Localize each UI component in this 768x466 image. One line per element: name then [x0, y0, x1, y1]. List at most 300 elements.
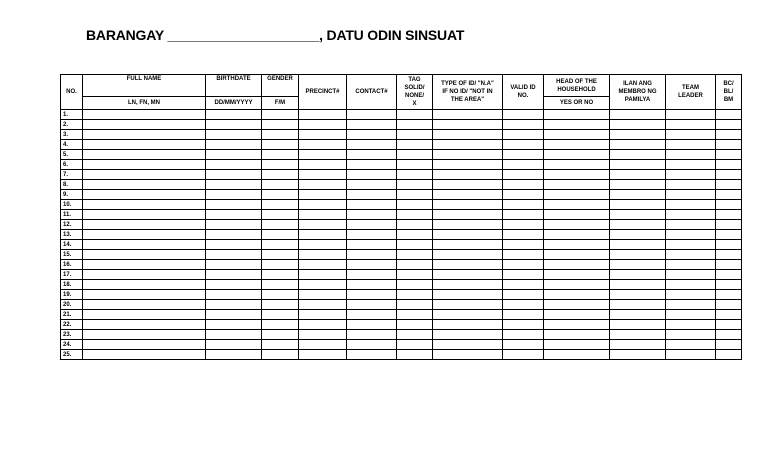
entry-cell[interactable] [610, 110, 666, 120]
entry-cell[interactable] [433, 140, 503, 150]
entry-cell[interactable] [347, 200, 397, 210]
entry-cell[interactable] [206, 280, 262, 290]
entry-cell[interactable] [716, 230, 742, 240]
entry-cell[interactable] [347, 330, 397, 340]
entry-cell[interactable] [299, 130, 347, 140]
entry-cell[interactable] [666, 170, 716, 180]
entry-cell[interactable] [666, 160, 716, 170]
entry-cell[interactable] [299, 160, 347, 170]
entry-cell[interactable] [299, 180, 347, 190]
entry-cell[interactable] [503, 300, 544, 310]
entry-cell[interactable] [347, 270, 397, 280]
entry-cell[interactable] [503, 260, 544, 270]
entry-cell[interactable] [299, 330, 347, 340]
entry-cell[interactable] [716, 290, 742, 300]
entry-cell[interactable] [544, 290, 610, 300]
entry-cell[interactable] [610, 170, 666, 180]
entry-cell[interactable] [299, 270, 347, 280]
entry-cell[interactable] [347, 240, 397, 250]
entry-cell[interactable] [716, 350, 742, 360]
entry-cell[interactable] [544, 230, 610, 240]
entry-cell[interactable] [433, 220, 503, 230]
entry-cell[interactable] [666, 330, 716, 340]
entry-cell[interactable] [83, 280, 206, 290]
entry-cell[interactable] [433, 180, 503, 190]
entry-cell[interactable] [397, 140, 433, 150]
entry-cell[interactable] [397, 170, 433, 180]
entry-cell[interactable] [83, 160, 206, 170]
entry-cell[interactable] [206, 230, 262, 240]
entry-cell[interactable] [83, 290, 206, 300]
entry-cell[interactable] [206, 210, 262, 220]
entry-cell[interactable] [716, 260, 742, 270]
entry-cell[interactable] [299, 110, 347, 120]
entry-cell[interactable] [610, 160, 666, 170]
entry-cell[interactable] [544, 220, 610, 230]
entry-cell[interactable] [544, 340, 610, 350]
entry-cell[interactable] [262, 170, 299, 180]
entry-cell[interactable] [544, 190, 610, 200]
entry-cell[interactable] [397, 310, 433, 320]
entry-cell[interactable] [397, 120, 433, 130]
entry-cell[interactable] [299, 340, 347, 350]
entry-cell[interactable] [503, 210, 544, 220]
entry-cell[interactable] [433, 330, 503, 340]
entry-cell[interactable] [666, 180, 716, 190]
entry-cell[interactable] [397, 110, 433, 120]
entry-cell[interactable] [716, 280, 742, 290]
entry-cell[interactable] [397, 160, 433, 170]
entry-cell[interactable] [544, 320, 610, 330]
entry-cell[interactable] [206, 120, 262, 130]
entry-cell[interactable] [299, 300, 347, 310]
entry-cell[interactable] [206, 160, 262, 170]
entry-cell[interactable] [397, 340, 433, 350]
entry-cell[interactable] [83, 270, 206, 280]
entry-cell[interactable] [716, 180, 742, 190]
entry-cell[interactable] [666, 280, 716, 290]
entry-cell[interactable] [299, 140, 347, 150]
entry-cell[interactable] [83, 250, 206, 260]
entry-cell[interactable] [83, 120, 206, 130]
entry-cell[interactable] [347, 340, 397, 350]
entry-cell[interactable] [83, 220, 206, 230]
entry-cell[interactable] [666, 340, 716, 350]
entry-cell[interactable] [544, 260, 610, 270]
entry-cell[interactable] [433, 110, 503, 120]
entry-cell[interactable] [610, 260, 666, 270]
entry-cell[interactable] [433, 160, 503, 170]
entry-cell[interactable] [666, 140, 716, 150]
entry-cell[interactable] [433, 190, 503, 200]
entry-cell[interactable] [666, 260, 716, 270]
entry-cell[interactable] [610, 210, 666, 220]
entry-cell[interactable] [433, 120, 503, 130]
entry-cell[interactable] [666, 300, 716, 310]
entry-cell[interactable] [716, 320, 742, 330]
entry-cell[interactable] [262, 330, 299, 340]
entry-cell[interactable] [433, 270, 503, 280]
entry-cell[interactable] [666, 120, 716, 130]
entry-cell[interactable] [83, 150, 206, 160]
entry-cell[interactable] [347, 350, 397, 360]
entry-cell[interactable] [610, 300, 666, 310]
entry-cell[interactable] [299, 170, 347, 180]
entry-cell[interactable] [397, 230, 433, 240]
entry-cell[interactable] [262, 350, 299, 360]
entry-cell[interactable] [299, 290, 347, 300]
entry-cell[interactable] [83, 180, 206, 190]
entry-cell[interactable] [666, 200, 716, 210]
entry-cell[interactable] [347, 220, 397, 230]
entry-cell[interactable] [610, 310, 666, 320]
entry-cell[interactable] [206, 350, 262, 360]
entry-cell[interactable] [347, 260, 397, 270]
entry-cell[interactable] [544, 270, 610, 280]
entry-cell[interactable] [347, 130, 397, 140]
entry-cell[interactable] [610, 340, 666, 350]
entry-cell[interactable] [262, 250, 299, 260]
entry-cell[interactable] [262, 270, 299, 280]
entry-cell[interactable] [397, 290, 433, 300]
entry-cell[interactable] [503, 200, 544, 210]
entry-cell[interactable] [347, 120, 397, 130]
entry-cell[interactable] [610, 190, 666, 200]
entry-cell[interactable] [397, 200, 433, 210]
entry-cell[interactable] [666, 190, 716, 200]
entry-cell[interactable] [503, 290, 544, 300]
entry-cell[interactable] [299, 280, 347, 290]
entry-cell[interactable] [433, 280, 503, 290]
entry-cell[interactable] [347, 210, 397, 220]
entry-cell[interactable] [716, 220, 742, 230]
entry-cell[interactable] [716, 170, 742, 180]
entry-cell[interactable] [206, 150, 262, 160]
entry-cell[interactable] [503, 190, 544, 200]
entry-cell[interactable] [503, 130, 544, 140]
entry-cell[interactable] [503, 240, 544, 250]
entry-cell[interactable] [262, 340, 299, 350]
entry-cell[interactable] [433, 240, 503, 250]
entry-cell[interactable] [610, 230, 666, 240]
entry-cell[interactable] [299, 260, 347, 270]
entry-cell[interactable] [83, 110, 206, 120]
entry-cell[interactable] [666, 210, 716, 220]
entry-cell[interactable] [716, 330, 742, 340]
entry-cell[interactable] [503, 120, 544, 130]
entry-cell[interactable] [610, 240, 666, 250]
entry-cell[interactable] [347, 140, 397, 150]
entry-cell[interactable] [610, 180, 666, 190]
entry-cell[interactable] [397, 280, 433, 290]
entry-cell[interactable] [347, 290, 397, 300]
entry-cell[interactable] [544, 120, 610, 130]
entry-cell[interactable] [83, 170, 206, 180]
entry-cell[interactable] [503, 270, 544, 280]
entry-cell[interactable] [544, 210, 610, 220]
entry-cell[interactable] [666, 220, 716, 230]
entry-cell[interactable] [544, 150, 610, 160]
entry-cell[interactable] [666, 320, 716, 330]
entry-cell[interactable] [610, 320, 666, 330]
entry-cell[interactable] [610, 270, 666, 280]
entry-cell[interactable] [299, 230, 347, 240]
entry-cell[interactable] [716, 120, 742, 130]
entry-cell[interactable] [299, 250, 347, 260]
entry-cell[interactable] [716, 240, 742, 250]
entry-cell[interactable] [503, 250, 544, 260]
entry-cell[interactable] [299, 190, 347, 200]
entry-cell[interactable] [347, 190, 397, 200]
entry-cell[interactable] [433, 300, 503, 310]
entry-cell[interactable] [299, 150, 347, 160]
entry-cell[interactable] [206, 110, 262, 120]
entry-cell[interactable] [206, 300, 262, 310]
entry-cell[interactable] [503, 140, 544, 150]
entry-cell[interactable] [347, 230, 397, 240]
entry-cell[interactable] [610, 290, 666, 300]
entry-cell[interactable] [262, 220, 299, 230]
entry-cell[interactable] [433, 320, 503, 330]
entry-cell[interactable] [397, 300, 433, 310]
entry-cell[interactable] [83, 350, 206, 360]
entry-cell[interactable] [433, 310, 503, 320]
entry-cell[interactable] [83, 200, 206, 210]
entry-cell[interactable] [262, 310, 299, 320]
entry-cell[interactable] [262, 130, 299, 140]
entry-cell[interactable] [262, 160, 299, 170]
entry-cell[interactable] [544, 310, 610, 320]
entry-cell[interactable] [544, 300, 610, 310]
entry-cell[interactable] [206, 190, 262, 200]
entry-cell[interactable] [666, 230, 716, 240]
entry-cell[interactable] [262, 320, 299, 330]
entry-cell[interactable] [610, 150, 666, 160]
entry-cell[interactable] [544, 240, 610, 250]
entry-cell[interactable] [610, 200, 666, 210]
entry-cell[interactable] [544, 140, 610, 150]
entry-cell[interactable] [206, 140, 262, 150]
entry-cell[interactable] [666, 310, 716, 320]
entry-cell[interactable] [397, 260, 433, 270]
entry-cell[interactable] [544, 330, 610, 340]
entry-cell[interactable] [503, 350, 544, 360]
entry-cell[interactable] [397, 150, 433, 160]
entry-cell[interactable] [716, 110, 742, 120]
entry-cell[interactable] [433, 350, 503, 360]
entry-cell[interactable] [433, 250, 503, 260]
entry-cell[interactable] [666, 350, 716, 360]
entry-cell[interactable] [433, 230, 503, 240]
entry-cell[interactable] [206, 240, 262, 250]
entry-cell[interactable] [206, 260, 262, 270]
entry-cell[interactable] [262, 120, 299, 130]
entry-cell[interactable] [299, 120, 347, 130]
entry-cell[interactable] [206, 290, 262, 300]
entry-cell[interactable] [544, 280, 610, 290]
entry-cell[interactable] [666, 240, 716, 250]
entry-cell[interactable] [262, 240, 299, 250]
entry-cell[interactable] [397, 240, 433, 250]
entry-cell[interactable] [347, 170, 397, 180]
entry-cell[interactable] [610, 130, 666, 140]
entry-cell[interactable] [503, 340, 544, 350]
entry-cell[interactable] [716, 130, 742, 140]
entry-cell[interactable] [666, 150, 716, 160]
entry-cell[interactable] [347, 250, 397, 260]
entry-cell[interactable] [299, 210, 347, 220]
entry-cell[interactable] [299, 220, 347, 230]
entry-cell[interactable] [347, 300, 397, 310]
entry-cell[interactable] [544, 130, 610, 140]
entry-cell[interactable] [262, 260, 299, 270]
entry-cell[interactable] [610, 120, 666, 130]
entry-cell[interactable] [503, 280, 544, 290]
entry-cell[interactable] [503, 170, 544, 180]
entry-cell[interactable] [716, 150, 742, 160]
entry-cell[interactable] [716, 160, 742, 170]
entry-cell[interactable] [503, 220, 544, 230]
entry-cell[interactable] [397, 210, 433, 220]
entry-cell[interactable] [433, 170, 503, 180]
entry-cell[interactable] [347, 280, 397, 290]
entry-cell[interactable] [666, 250, 716, 260]
entry-cell[interactable] [299, 310, 347, 320]
entry-cell[interactable] [544, 250, 610, 260]
entry-cell[interactable] [262, 190, 299, 200]
entry-cell[interactable] [433, 150, 503, 160]
entry-cell[interactable] [544, 160, 610, 170]
entry-cell[interactable] [83, 310, 206, 320]
entry-cell[interactable] [610, 250, 666, 260]
entry-cell[interactable] [503, 320, 544, 330]
entry-cell[interactable] [503, 330, 544, 340]
entry-cell[interactable] [544, 350, 610, 360]
entry-cell[interactable] [610, 280, 666, 290]
entry-cell[interactable] [347, 180, 397, 190]
entry-cell[interactable] [544, 110, 610, 120]
entry-cell[interactable] [299, 200, 347, 210]
entry-cell[interactable] [262, 200, 299, 210]
entry-cell[interactable] [610, 140, 666, 150]
entry-cell[interactable] [299, 350, 347, 360]
entry-cell[interactable] [262, 140, 299, 150]
entry-cell[interactable] [433, 340, 503, 350]
entry-cell[interactable] [503, 310, 544, 320]
entry-cell[interactable] [347, 150, 397, 160]
entry-cell[interactable] [299, 320, 347, 330]
entry-cell[interactable] [397, 130, 433, 140]
entry-cell[interactable] [347, 110, 397, 120]
entry-cell[interactable] [397, 180, 433, 190]
entry-cell[interactable] [206, 270, 262, 280]
entry-cell[interactable] [206, 320, 262, 330]
entry-cell[interactable] [206, 250, 262, 260]
entry-cell[interactable] [83, 140, 206, 150]
entry-cell[interactable] [83, 300, 206, 310]
entry-cell[interactable] [83, 240, 206, 250]
entry-cell[interactable] [206, 170, 262, 180]
entry-cell[interactable] [716, 340, 742, 350]
entry-cell[interactable] [262, 230, 299, 240]
entry-cell[interactable] [666, 130, 716, 140]
entry-cell[interactable] [397, 220, 433, 230]
entry-cell[interactable] [544, 180, 610, 190]
entry-cell[interactable] [433, 200, 503, 210]
entry-cell[interactable] [397, 270, 433, 280]
entry-cell[interactable] [544, 200, 610, 210]
entry-cell[interactable] [206, 130, 262, 140]
entry-cell[interactable] [716, 270, 742, 280]
entry-cell[interactable] [347, 160, 397, 170]
entry-cell[interactable] [666, 270, 716, 280]
entry-cell[interactable] [83, 320, 206, 330]
entry-cell[interactable] [262, 110, 299, 120]
entry-cell[interactable] [544, 170, 610, 180]
entry-cell[interactable] [716, 210, 742, 220]
entry-cell[interactable] [433, 260, 503, 270]
entry-cell[interactable] [503, 150, 544, 160]
entry-cell[interactable] [83, 210, 206, 220]
entry-cell[interactable] [433, 130, 503, 140]
entry-cell[interactable] [433, 210, 503, 220]
entry-cell[interactable] [347, 310, 397, 320]
entry-cell[interactable] [716, 140, 742, 150]
entry-cell[interactable] [503, 160, 544, 170]
entry-cell[interactable] [666, 110, 716, 120]
entry-cell[interactable] [397, 320, 433, 330]
entry-cell[interactable] [262, 280, 299, 290]
entry-cell[interactable] [83, 190, 206, 200]
entry-cell[interactable] [397, 250, 433, 260]
entry-cell[interactable] [206, 200, 262, 210]
entry-cell[interactable] [262, 290, 299, 300]
entry-cell[interactable] [433, 290, 503, 300]
entry-cell[interactable] [397, 350, 433, 360]
entry-cell[interactable] [262, 300, 299, 310]
entry-cell[interactable] [83, 230, 206, 240]
entry-cell[interactable] [716, 300, 742, 310]
entry-cell[interactable] [347, 320, 397, 330]
entry-cell[interactable] [716, 200, 742, 210]
entry-cell[interactable] [206, 330, 262, 340]
entry-cell[interactable] [262, 210, 299, 220]
entry-cell[interactable] [397, 330, 433, 340]
entry-cell[interactable] [83, 330, 206, 340]
entry-cell[interactable] [206, 220, 262, 230]
entry-cell[interactable] [716, 190, 742, 200]
entry-cell[interactable] [503, 180, 544, 190]
entry-cell[interactable] [503, 110, 544, 120]
entry-cell[interactable] [83, 340, 206, 350]
entry-cell[interactable] [610, 220, 666, 230]
entry-cell[interactable] [83, 260, 206, 270]
entry-cell[interactable] [206, 180, 262, 190]
entry-cell[interactable] [716, 250, 742, 260]
entry-cell[interactable] [503, 230, 544, 240]
entry-cell[interactable] [262, 150, 299, 160]
entry-cell[interactable] [716, 310, 742, 320]
entry-cell[interactable] [299, 240, 347, 250]
entry-cell[interactable] [610, 330, 666, 340]
entry-cell[interactable] [262, 180, 299, 190]
entry-cell[interactable] [206, 310, 262, 320]
entry-cell[interactable] [397, 190, 433, 200]
entry-cell[interactable] [206, 340, 262, 350]
entry-cell[interactable] [83, 130, 206, 140]
entry-cell[interactable] [610, 350, 666, 360]
entry-cell[interactable] [666, 290, 716, 300]
